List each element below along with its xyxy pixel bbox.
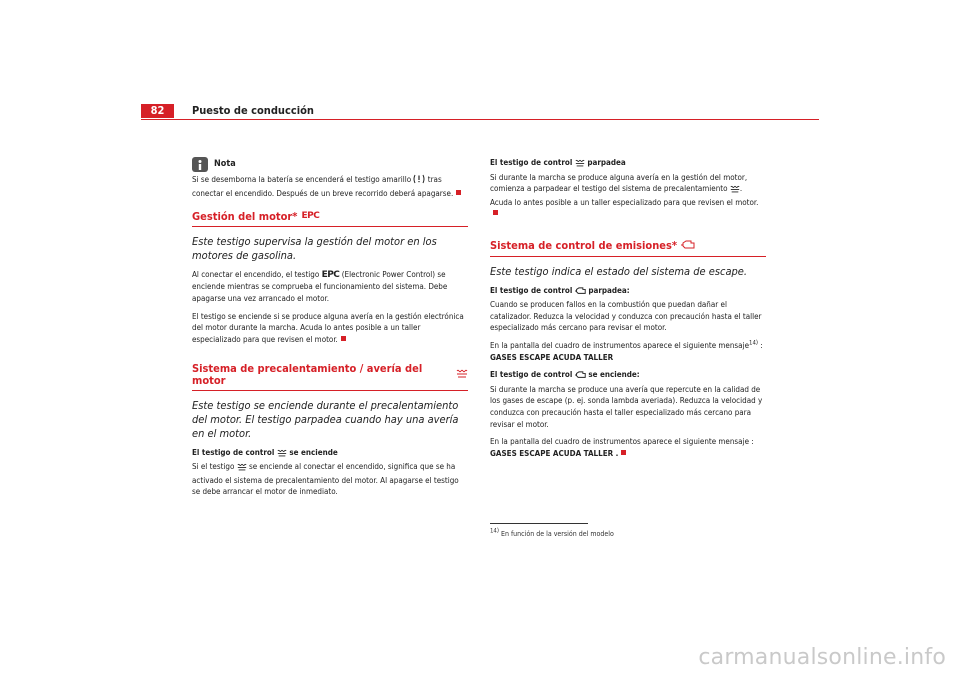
section-subtitle-emissions: Este testigo indica el estado del sistema de escape. bbox=[490, 264, 748, 278]
engine-paragraph-1: Al conectar el encendido, el testigo EPC (Electronic Power Control) se enciende mientras se comprueba el funcionamiento del sistema. Debe apagarse una vez arrancado el motor. bbox=[192, 269, 448, 303]
glow-plug-icon bbox=[277, 449, 287, 461]
emissions-paragraph-1: Cuando se producen fallos en la combustión que puedan dañar el catalizador. Reduzca la velocidad y conduzca con precaución hasta el taller especializado más cercano para revisar el motor. bbox=[490, 300, 762, 333]
footnote-text: En función de la versión del modelo bbox=[500, 530, 614, 538]
glow-plug-icon bbox=[730, 185, 740, 197]
emissions-message-2: GASES ESCAPE ACUDA TALLER . bbox=[490, 448, 766, 460]
section-title-preheat: Sistema de precalentamiento / avería del motor bbox=[192, 363, 468, 390]
end-mark-icon bbox=[341, 336, 346, 341]
left-column bbox=[192, 157, 468, 504]
emissions-heading-on: El testigo de control se enciende: bbox=[490, 369, 766, 383]
epc-icon: EPC bbox=[321, 269, 340, 280]
glow-plug-icon bbox=[456, 369, 468, 381]
preheat-paragraph-2: Si durante la marcha se produce alguna avería en la gestión del motor, comienza a parpadear el testigo del sistema de precalentamiento . Acuda lo antes posible a un taller especializado para que revisen el motor. bbox=[490, 172, 766, 220]
note-heading bbox=[192, 157, 468, 172]
glow-plug-icon bbox=[575, 159, 585, 171]
epc-icon: EPC bbox=[301, 211, 320, 222]
emissions-paragraph-2: En la pantalla del cuadro de instrumentos aparece el siguiente mensaje$^{14)}$ : bbox=[490, 339, 763, 350]
end-mark-icon bbox=[493, 210, 498, 215]
right-column bbox=[490, 157, 766, 465]
emissions-paragraph-3: Si durante la marcha se produce una avería que repercute en la calidad de los gases de escape (p. ej. sonda lambda averiada). Reduzca la velocidad y conduzca con precaución hasta el taller especializado más cercano para revisar el motor. bbox=[490, 384, 763, 429]
footnote-ref: 14) bbox=[749, 339, 758, 347]
footnote-mark: 14) bbox=[490, 527, 499, 535]
section-title-emissions: Sistema de control de emisiones* bbox=[490, 240, 766, 257]
section-title-engine: Gestión del motor* EPC bbox=[192, 211, 468, 227]
end-mark-icon bbox=[621, 450, 626, 455]
emissions-message-1: GASES ESCAPE ACUDA TALLER bbox=[490, 352, 614, 362]
section-subtitle-preheat: Este testigo se enciende durante el precalentamiento del motor. El testigo parpadea cuando hay una avería en el motor. bbox=[192, 398, 459, 440]
battery-warning-icon bbox=[413, 174, 425, 188]
chapter-title: Puesto de conducción bbox=[192, 104, 314, 117]
preheat-heading-blink: El testigo de control parpadea bbox=[490, 157, 766, 171]
note-icon bbox=[192, 157, 208, 172]
emissions-heading-blink: El testigo de control parpadea: bbox=[490, 285, 766, 299]
end-mark-icon bbox=[456, 190, 461, 195]
note-text: Si se desemborna la batería se encenderá el testigo amarillo tras conectar el encendido. Después de un breve recorrido deberá apagarse. bbox=[192, 174, 468, 199]
emissions-paragraph-4: En la pantalla del cuadro de instrumentos aparece el siguiente mensaje : bbox=[490, 437, 754, 447]
header-rule bbox=[141, 119, 819, 120]
emission-control-icon bbox=[575, 287, 586, 299]
footnote-rule bbox=[490, 523, 588, 524]
section-subtitle-engine: Este testigo supervisa la gestión del motor en los motores de gasolina. bbox=[192, 234, 437, 262]
watermark: carmanualsonline.info bbox=[698, 645, 946, 670]
preheat-heading-on: El testigo de control se enciende bbox=[192, 447, 468, 461]
glow-plug-icon bbox=[237, 463, 247, 475]
preheat-paragraph-1: Si el testigo se enciende al conectar el encendido, significa que se ha activado el sistema de precalentamiento del motor. Al apagarse el testigo se debe arrancar el motor de inmediato. bbox=[192, 462, 459, 497]
engine-paragraph-2: El testigo se enciende si se produce alguna avería en la gestión electrónica del motor durante la marcha. Acuda lo antes posible a un taller especializado para que revisen el motor. bbox=[192, 311, 464, 344]
emission-control-icon bbox=[681, 240, 695, 253]
footnote bbox=[490, 527, 614, 538]
note-title: Nota bbox=[214, 158, 236, 169]
emission-control-icon bbox=[575, 371, 586, 383]
page-number: 82 bbox=[141, 104, 174, 118]
